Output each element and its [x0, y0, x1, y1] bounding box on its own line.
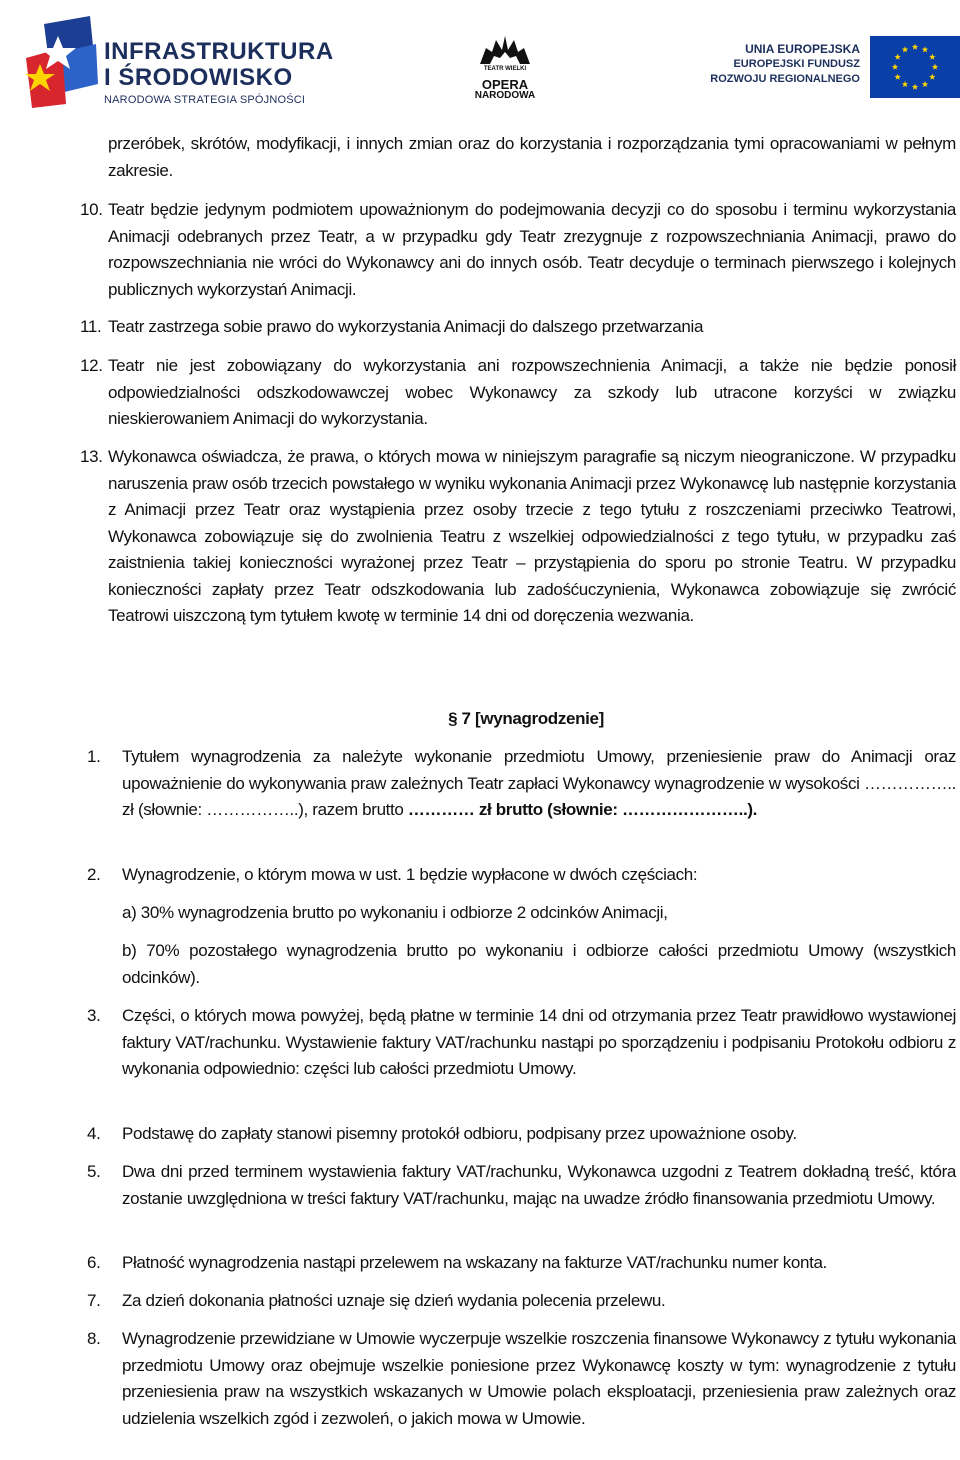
item-2-sub-b: b) 70% pozostałego wynagrodzenia brutto po wykonaniu i odbiorze całości przedmiotu Umowy (wszystkich odcinków).	[122, 941, 956, 987]
item-6-number: 6.	[87, 1253, 101, 1272]
logo-mid-line1: OPERA	[481, 77, 529, 92]
item-13-number: 13.	[80, 447, 103, 466]
item-13-text: Wykonawca oświadcza, że prawa, o których mowa w niniejszym paragrafie są niczym nieograniczone. W przypadku naruszenia praw osób trzecich powstałego w wyniku wykonania Animacji przez Wykonawcę lub następnie korzystania z Animacji przez Teatr oraz wystąpienia przez osoby trzecie z tego tytułu z roszczeniami przeciwko Teatrowi, Wykonawca zobowiązuje się do zwolnienia Teatru z wszelkiej odpowiedzialności z tego tytułu, w przypadku zaś zaistnienia takiej konieczności wyrażonej przez Teatr – przystąpienia do sporu po stronie Teatru. W przypadku konieczności zapłaty przez Teatr odszkodowania lub zadośćuczynienia, Wykonawca zobowiązuje się zwrócić Teatrowi uiszczoną tym tytułem kwotę w terminie 14 dni od doręczenia wezwania.	[108, 447, 956, 625]
logo-right-line2: EUROPEJSKI FUNDUSZ	[733, 58, 860, 70]
item-12-text: Teatr nie jest zobowiązany do wykorzystania ani rozpowszechnienia Animacji, a także nie będzie ponosił odpowiedzialności odszkodowawczej wobec Wykonawcy za szkody lub utracone korzyści w związku nieskierowaniem Animacji do wykorzystania.	[108, 356, 956, 428]
section-heading-text: § 7 [wynagrodzenie]	[448, 709, 604, 728]
item-3-number: 3.	[87, 1006, 101, 1025]
logo-right-line3: ROZWOJU REGIONALNEGO	[710, 73, 860, 85]
logo-right-line1: UNIA EUROPEJSKA	[745, 42, 860, 56]
item-4-text: Podstawę do zapłaty stanowi pisemny protokół odbioru, podpisany przez upoważnione osoby.	[122, 1124, 797, 1143]
continued-paragraph: przeróbek, skrótów, modyfikacji, i innych zmian oraz do korzystania i rozporządzania tymi opracowaniami w pełnym zakresie.	[108, 134, 956, 180]
item-5-number: 5.	[87, 1162, 101, 1181]
item-8-number: 8.	[87, 1329, 101, 1348]
logo-left-line1: INFRASTRUKTURA	[104, 38, 334, 65]
item-11-number: 11.	[80, 317, 102, 336]
item-11-text: Teatr zastrzega sobie prawo do wykorzystania Animacji do dalszego przetwarzania	[108, 317, 704, 336]
item-2-number: 2.	[87, 865, 101, 884]
item-10-text: Teatr będzie jedynym podmiotem upoważnionym do podejmowania decyzji co do sposobu i terminu wykorzystania Animacji odebranych przez Teatr, a w przypadku gdy Teatr zrezygnuje z rozpowszechniania Animacji, prawo do rozpowszechniania nie wróci do Wykonawcy ani do innych osób. Teatr decyduje o terminach pierwszego i kolejnych publicznych wykorzystań Animacji.	[108, 200, 956, 299]
item-1-number: 1.	[87, 747, 101, 766]
item-10-number: 10.	[80, 200, 103, 219]
logo-mid-small: TEATR WIELKI	[483, 66, 527, 72]
item-2-text: Wynagrodzenie, o którym mowa w ust. 1 będzie wypłacone w dwóch częściach:	[122, 865, 698, 884]
section-heading	[0, 706, 960, 733]
item-12-number: 12.	[80, 356, 103, 375]
item-8-text: Wynagrodzenie przewidziane w Umowie wyczerpuje wszelkie roszczenia finansowe Wykonawcy z tytułu wykonania przedmiotu Umowy oraz obejmuje wszelkie poniesione przez Wykonawcę koszty w tym: wynagrodzenie z tytułu przeniesienia praw na wszystkich wskazanych w Umowie polach eksploatacji, przeniesienia praw zależnych oraz udzielenia wszelkich zgód i zezwoleń, o jakich mowa w Umowie.	[122, 1329, 956, 1428]
item-7-number: 7.	[87, 1291, 101, 1310]
item-1-text-bold: ………… zł brutto (słownie: …………………..).	[407, 800, 758, 819]
item-7-text: Za dzień dokonania płatności uznaje się dzień wydania polecenia przelewu.	[122, 1291, 666, 1310]
item-1-text-plain: Tytułem wynagrodzenia za należyte wykonanie przedmiotu Umowy, przeniesienie praw do Animacji oraz upoważnienie do wykonywania praw zależnych Teatr zapłaci Wykonawcy wynagrodzenie w wysokości …………….. zł (słownie: ……………..), razem brutto	[122, 747, 956, 819]
item-6-text: Płatność wynagrodzenia nastąpi przelewem na wskazany na fakturze VAT/rachunku numer konta.	[122, 1253, 827, 1272]
item-1-text	[122, 744, 956, 824]
logo-left-line3: NARODOWA STRATEGIA SPÓJNOŚCI	[104, 94, 306, 106]
logo-left-line2: I ŚRODOWISKO	[104, 64, 293, 91]
item-2-sub-a: a) 30% wynagrodzenia brutto po wykonaniu i odbiorze 2 odcinków Animacji,	[122, 903, 668, 922]
logo-mid-line2: NARODOWA	[474, 90, 536, 101]
item-3-text: Części, o których mowa powyżej, będą płatne w terminie 14 dni od otrzymania przez Teatr prawidłowo wystawionej faktury VAT/rachunku. Wystawienie faktury VAT/rachunku nastąpi po sporządzeniu i podpisaniu Protokołu odbioru z wykonania odpowiednio: części lub całości przedmiotu Umowy.	[122, 1006, 956, 1078]
item-4-number: 4.	[87, 1124, 101, 1143]
item-5-text: Dwa dni przed terminem wystawienia faktury VAT/rachunku, Wykonawca uzgodni z Teatrem dokładną treść, która zostanie uwzględniona w treści faktury VAT/rachunku, mając na uwadze źródło finansowania przedmiotu Umowy.	[122, 1162, 956, 1208]
